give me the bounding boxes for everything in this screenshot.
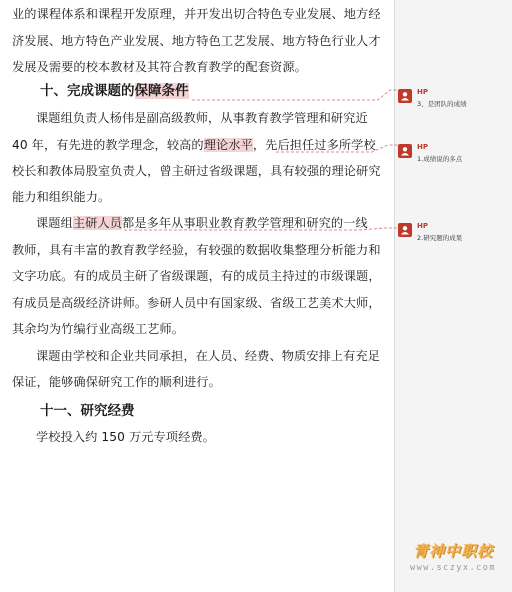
highlighted-text[interactable]: 主研人员 — [72, 216, 123, 230]
comment-text: 1.成绩说的多点 — [417, 155, 463, 163]
watermark-url: www.sczyx.com — [409, 563, 497, 573]
paragraph-line: 文字功底。有的成员主研了省级课题，有的成员主持过的市级课题， — [12, 269, 381, 283]
section-heading-11: 十一、研究经费 — [40, 403, 135, 419]
comment-author: HP — [417, 222, 428, 230]
comment-balloon[interactable] — [398, 88, 510, 120]
comment-author: HP — [417, 88, 428, 96]
user-icon — [398, 89, 412, 103]
site-watermark — [394, 540, 512, 573]
comment-text: 3、是团队的成绩 — [417, 100, 467, 108]
paragraph-line: 其余均为竹编行业高级工艺师。 — [12, 322, 185, 336]
user-icon — [398, 223, 412, 237]
text: 40 年，有先进的教学理念，较高的 — [12, 138, 204, 152]
paragraph-line: 保证，能够确保研究工作的顺利进行。 — [12, 375, 221, 389]
heading-text: 十、完成课题的 — [40, 83, 135, 99]
comment-balloon[interactable] — [398, 222, 510, 254]
text: ，先后担任过多所学校 — [252, 138, 376, 152]
watermark-logo-text: 青神中职校 — [412, 542, 493, 560]
comment-balloon[interactable] — [398, 143, 510, 175]
text: 课题组 — [36, 216, 73, 230]
paragraph-line: 课题由学校和企业共同承担，在人员、经费、物质安排上有充足 — [36, 349, 381, 363]
highlighted-text[interactable]: 理论水平 — [203, 138, 253, 152]
paragraph-line: 发展及需要的校本教材及其符合教育教学的配套资源。 — [12, 60, 307, 74]
paragraph-line: 课题组负责人杨伟是副高级教师，从事教育教学管理和研究近 — [36, 111, 368, 125]
user-icon — [398, 144, 412, 158]
comment-author: HP — [417, 143, 428, 151]
paragraph-line: 济发展、地方特色产业发展、地方特色工艺发展、地方特色行业人才 — [12, 34, 381, 48]
text: 都是多年从事职业教育教学管理和研究的一线 — [122, 216, 368, 230]
paragraph-line: 校长和教体局股室负责人，曾主研过省级课题，具有较强的理论研究 — [12, 164, 381, 178]
paragraph-line: 业的课程体系和课程开发原理，并开发出切合特色专业发展、地方经 — [12, 7, 381, 21]
comment-text: 2.研究题的成果 — [417, 234, 463, 242]
paragraph-line: 能力和组织能力。 — [12, 190, 111, 204]
paragraph-line: 有成员是高级经济讲师。参研人员中有国家级、省级工艺美术大师， — [12, 296, 381, 310]
paragraph-line: 教师，具有丰富的教育教学经验，有较强的数据收集整理分析能力和 — [12, 243, 381, 257]
highlighted-heading-text[interactable]: 保障条件 — [134, 83, 189, 99]
paragraph-line: 学校投入约 150 万元专项经费。 — [36, 430, 215, 444]
